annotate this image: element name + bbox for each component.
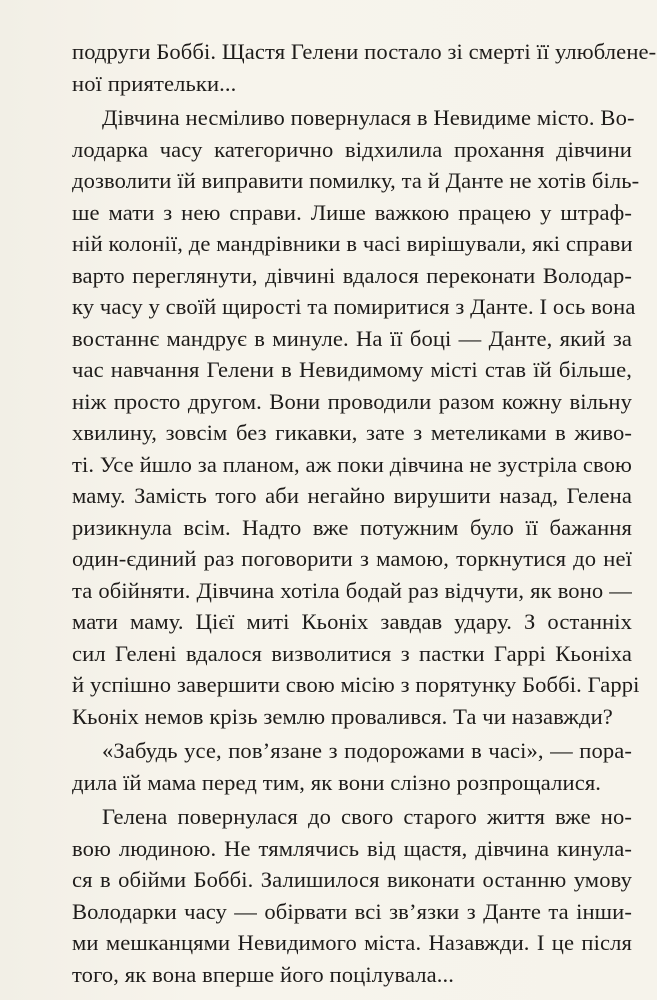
paragraph-4 bbox=[72, 801, 632, 990]
text-line: ми мешканцями Невидимого міста. Назавжди. І це після bbox=[72, 930, 632, 955]
text-line: востаннє мандрує в минуле. На її боці — Данте, який за bbox=[72, 325, 632, 351]
text-line: ної приятельки... bbox=[72, 70, 237, 96]
text-line: й успішно завершити свою місію з порятунку Боббі. Гаррі bbox=[72, 672, 640, 697]
text-line: Кьоніх немов крізь землю провалився. Та чи назавжди? bbox=[72, 703, 613, 729]
text-line: Гелена повернулася до свого старого життя вже но- bbox=[102, 804, 632, 829]
text-line: маму. Замість того аби негайно вирушити назад, Гелена bbox=[72, 483, 632, 508]
text-line: того, як вона вперше його поцілувала... bbox=[72, 961, 455, 987]
text-line: мати маму. Цієї миті Кьоніх завдав удару. З останніх bbox=[72, 609, 632, 634]
body-text bbox=[72, 36, 657, 990]
text-line: Дівчина несміливо повернулася в Невидиме місто. Во- bbox=[102, 105, 635, 130]
text-line: вою людиною. Не тямлячись від щастя, дівчина кинула- bbox=[72, 835, 632, 861]
text-line: ся в обійми Боббі. Залишилося виконати останню умову bbox=[72, 867, 632, 892]
text-line: Володарки часу — обірвати всі зв’язки з Данте та інши- bbox=[72, 898, 632, 924]
text-line: сил Гелені вдалося визволитися з пастки Гаррі Кьоніха bbox=[72, 640, 632, 666]
text-line: подруги Боббі. Щастя Гелени постало зі смерті її улюблене- bbox=[72, 39, 657, 64]
paragraph-3 bbox=[72, 735, 632, 798]
paragraph-1 bbox=[72, 36, 657, 99]
text-line: ше мати з нею справи. Лише важкою працею у штраф- bbox=[72, 199, 632, 225]
text-line: один-єдиний раз поговорити з мамою, торкнутися до неї bbox=[72, 546, 632, 571]
text-line: «Забудь усе, пов’язане з подорожами в часі», — пора- bbox=[102, 738, 632, 763]
text-line: ку часу у своїй щирості та помиритися з Данте. І ось вона bbox=[72, 294, 636, 319]
text-line: хвилину, зовсім без гикавки, зате з метеликами в живо- bbox=[72, 420, 632, 445]
paragraph-2 bbox=[72, 102, 640, 732]
text-line: лодарка часу категорично відхилила прохання дівчини bbox=[72, 136, 632, 162]
text-line: ніж просто другом. Вони проводили разом кожну вільну bbox=[72, 388, 632, 414]
text-line: варто переглянути, дівчині вдалося переконати Володар- bbox=[72, 262, 632, 288]
text-line: дила їй мама перед тим, як вони слізно розпрощалися. bbox=[72, 769, 602, 795]
text-line: ті. Усе йшло за планом, аж поки дівчина не зустріла свою bbox=[72, 451, 632, 477]
text-line: та обійняти. Дівчина хотіла бодай раз відчути, як воно — bbox=[72, 577, 632, 603]
text-line: час навчання Гелени в Невидимому місті став їй більше, bbox=[72, 357, 632, 382]
text-line: ризикнула всім. Надто вже потужним було її бажання bbox=[72, 514, 632, 540]
text-line: ній колонії, де мандрівники в часі вирішували, які справи bbox=[72, 231, 633, 256]
text-line: дозволити їй виправити помилку, та й Данте не хотів біль- bbox=[72, 168, 640, 193]
